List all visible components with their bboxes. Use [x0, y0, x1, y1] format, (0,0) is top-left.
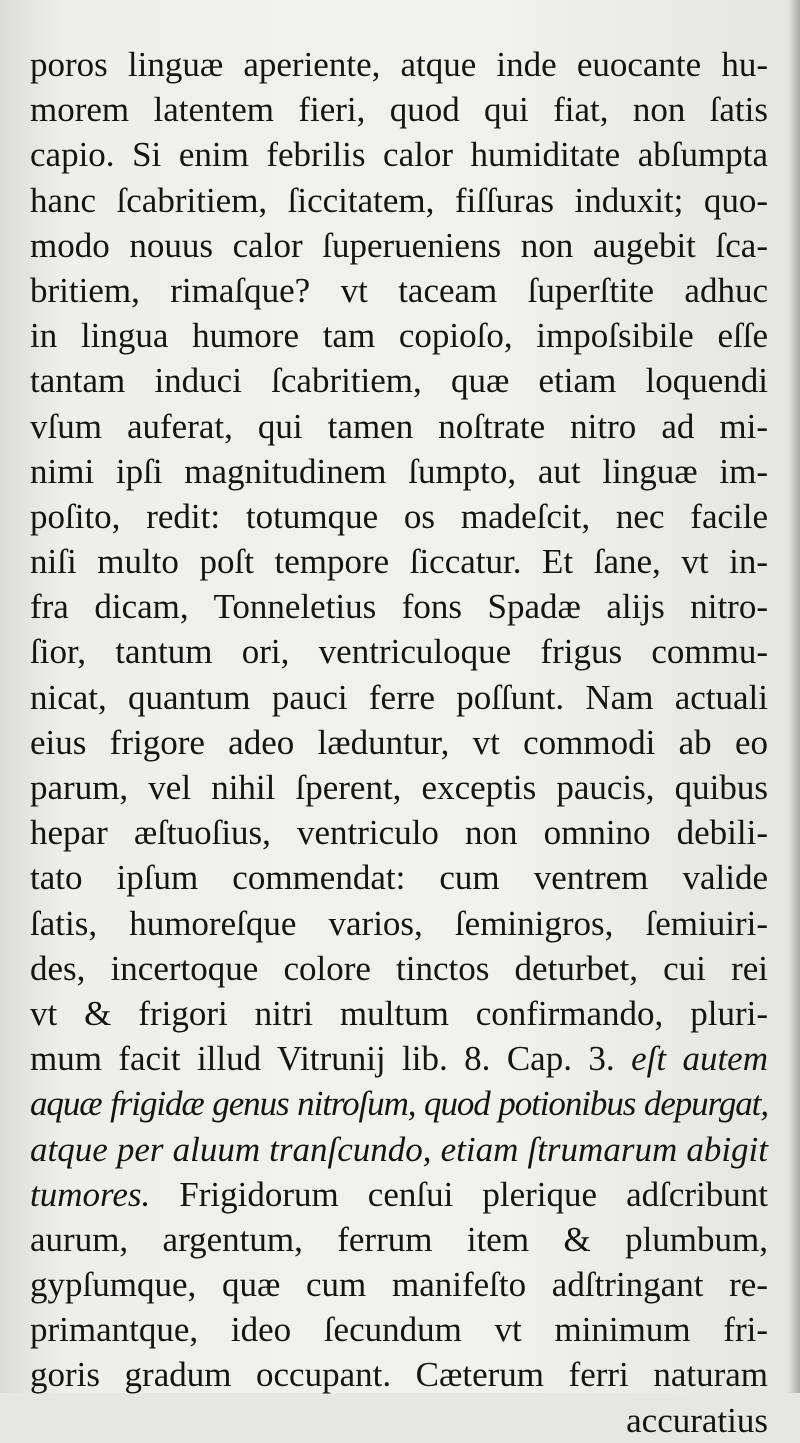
text-line: aurum, argentum, ferrum item & plumbum,: [30, 1219, 768, 1259]
text-line-mixed: [30, 1172, 768, 1217]
text-line: hepar æſtuoſius, ventriculo non omnino debili-: [30, 813, 768, 853]
text-line: ſatis, humoreſque varios, ſeminigros, ſemiuiri-: [30, 903, 768, 943]
text-line: primantque, ideo ſecundum vt minimum fri-: [30, 1310, 768, 1350]
text-line: vſum auferat, qui tamen noſtrate nitro ad mi-: [30, 406, 768, 446]
text-segment-roman: Frigidorum cenſui plerique adſcribunt: [150, 1174, 768, 1214]
text-line: hanc ſcabritiem, ſiccitatem, fiſſuras induxit; quo-: [30, 180, 768, 220]
text-segment-italic: eſt autem: [631, 1039, 768, 1079]
text-segment-italic: tumores.: [30, 1174, 151, 1214]
text-line: ſior, tantum ori, ventriculoque frigus commu-: [30, 632, 768, 672]
text-line: vt & frigori nitri multum confirmando, pluri-: [30, 993, 768, 1033]
text-line: goris gradum occupant. Cæterum ferri naturam: [30, 1355, 768, 1395]
catchword: accuratius: [626, 1400, 768, 1440]
body-text: [30, 42, 768, 1443]
text-line: fra dicam, Tonneletius fons Spadæ alijs nitro-: [30, 587, 768, 627]
text-line: britiem, rimaſque? vt taceam ſuperſtite adhuc: [30, 270, 768, 310]
text-line: gypſumque, quæ cum manifeſto adſtringant re-: [30, 1265, 768, 1305]
text-line: niſi multo poſt tempore ſiccatur. Et ſane, vt in-: [30, 542, 768, 582]
text-line: poros linguæ aperiente, atque inde euocante hu-: [30, 45, 768, 84]
page-gutter-shadow: [788, 0, 800, 1393]
text-line: parum, vel nihil ſperent, exceptis paucis, quibus: [30, 768, 768, 807]
text-line: poſito, redit: totumque os madeſcit, nec facile: [30, 496, 768, 536]
text-line: nimi ipſi magnitudinem ſumpto, aut linguæ im-: [30, 451, 768, 491]
text-line-mixed: [30, 1036, 768, 1081]
text-segment-roman: mum facit illud Vitrunij lib. 8. Cap. 3.: [30, 1039, 632, 1079]
text-line: morem latentem fieri, quod qui fiat, non ſatis: [30, 90, 768, 130]
text-line: tato ipſum commendat: cum ventrem valide: [30, 858, 768, 898]
text-line-italic: aquæ frigidæ genus nitroſum, quod potionibus depurgat,: [30, 1084, 768, 1124]
text-line: capio. Si enim febrilis calor humiditate abſumpta: [30, 135, 768, 175]
text-line: nicat, quantum pauci ferre poſſunt. Nam actuali: [30, 677, 768, 717]
text-line: modo nouus calor ſuperueniens non augebit ſca-: [30, 225, 768, 265]
text-line: eius frigore adeo læduntur, vt commodi ab eo: [30, 722, 768, 762]
text-line: des, incertoque colore tinctos deturbet, cui rei: [30, 948, 768, 988]
text-line: tantam induci ſcabritiem, quæ etiam loquendi: [30, 361, 768, 401]
text-line-italic: atque per aluum tranſcundo, etiam ſtrumarum abigit: [30, 1129, 768, 1169]
text-line: in lingua humore tam copioſo, impoſsibile eſſe: [30, 316, 768, 356]
